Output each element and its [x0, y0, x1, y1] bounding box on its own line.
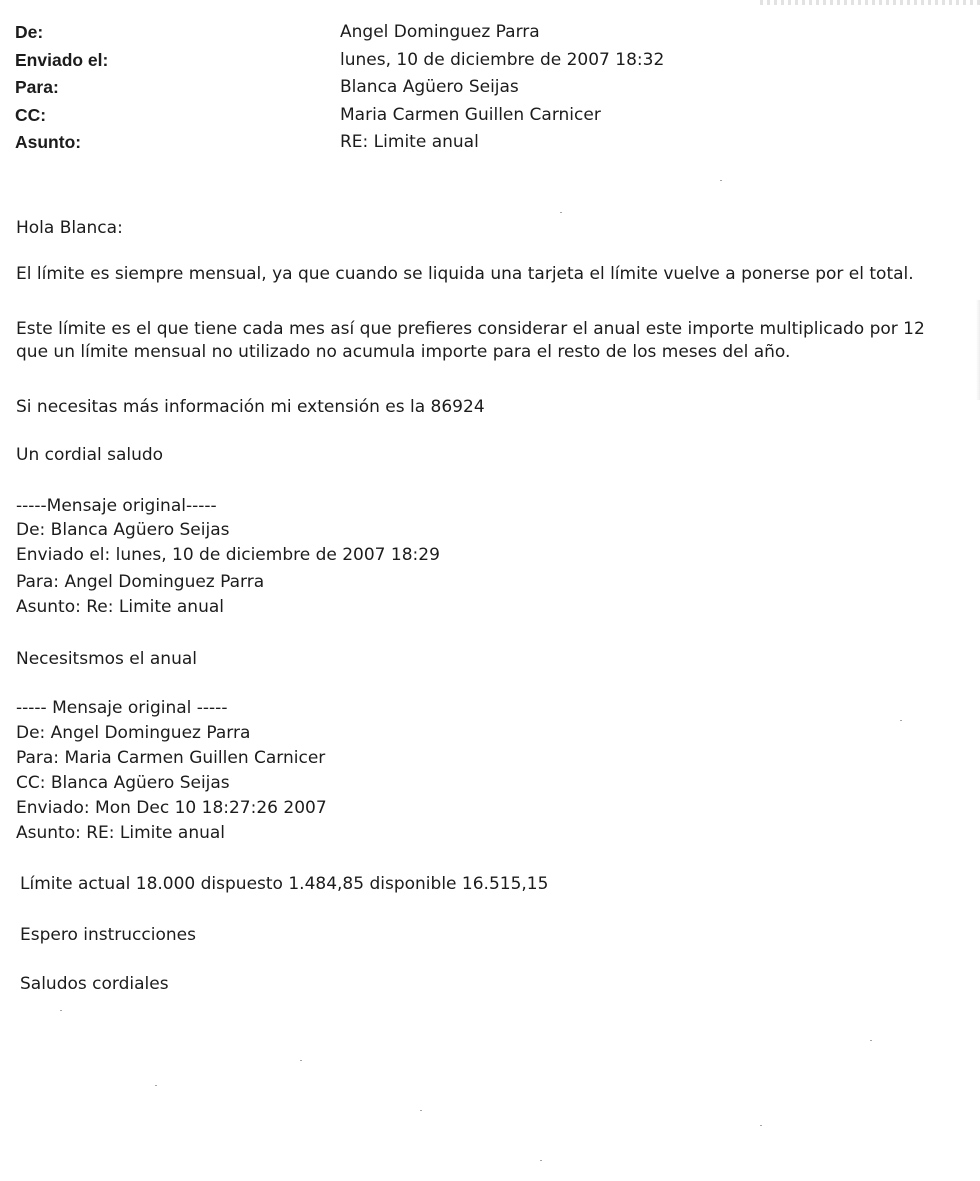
scan-speck — [760, 1125, 762, 1126]
scan-speck — [420, 1110, 422, 1111]
quote1-separator: -----Mensaje original----- — [16, 496, 217, 516]
quote2-closing: Saludos cordiales — [20, 974, 169, 994]
from-value: Angel Dominguez Parra — [340, 22, 540, 42]
sent-label: Enviado el: — [15, 49, 109, 70]
subject-label: Asunto: — [15, 132, 82, 153]
quote2-sent: Enviado: Mon Dec 10 18:27:26 2007 — [16, 798, 327, 818]
scan-speck — [540, 1160, 542, 1161]
sent-value: lunes, 10 de diciembre de 2007 18:32 — [340, 49, 665, 70]
body-paragraph-3: Si necesitas más información mi extensión es la 86924 — [16, 397, 485, 417]
quote2-request: Espero instrucciones — [20, 925, 196, 945]
cc-label: CC: — [15, 104, 47, 125]
quote2-separator: ----- Mensaje original ----- — [16, 698, 228, 718]
quote1-subject: Asunto: Re: Limite anual — [16, 597, 224, 617]
scan-artifact — [760, 0, 980, 5]
quote1-from: De: Blanca Agüero Seijas — [16, 520, 230, 540]
body-paragraph-1: El límite es siempre mensual, ya que cuando se liquida una tarjeta el límite vuelve a ponerse por el total. — [16, 264, 914, 284]
scan-speck — [900, 720, 902, 721]
quote1-body: Necesitsmos el anual — [16, 649, 197, 669]
quote2-subject: Asunto: RE: Limite anual — [16, 823, 226, 843]
to-label: Para: — [15, 77, 59, 98]
quote2-limits: Límite actual 18.000 dispuesto 1.484,85 disponible 16.515,15 — [20, 874, 549, 894]
quote2-to: Para: Maria Carmen Guillen Carnicer — [16, 748, 326, 768]
body-closing: Un cordial saludo — [16, 445, 164, 465]
scan-speck — [300, 1060, 302, 1061]
quote2-from: De: Angel Dominguez Parra — [16, 723, 251, 743]
scan-speck — [60, 1010, 62, 1011]
to-value: Blanca Agüero Seijas — [340, 77, 519, 98]
scan-edge-shadow — [976, 300, 980, 400]
greeting: Hola Blanca: — [16, 218, 123, 238]
scan-speck — [155, 1085, 157, 1086]
scan-speck — [560, 212, 562, 213]
quote1-sent: Enviado el: lunes, 10 de diciembre de 2007 18:29 — [16, 545, 440, 565]
body-paragraph-2-line-1: Este límite es el que tiene cada mes así que prefieres considerar el anual este importe multiplicado por 12 — [16, 319, 925, 339]
body-paragraph-2-line-2: que un límite mensual no utilizado no acumula importe para el resto de los meses del año. — [16, 342, 791, 362]
from-label: De: — [15, 22, 44, 42]
scan-speck — [870, 1040, 872, 1041]
quote1-to: Para: Angel Dominguez Parra — [16, 572, 265, 592]
quote2-cc: CC: Blanca Agüero Seijas — [16, 773, 230, 793]
subject-value: RE: Limite anual — [340, 132, 479, 153]
scan-speck — [720, 180, 722, 181]
cc-value: Maria Carmen Guillen Carnicer — [340, 104, 601, 125]
